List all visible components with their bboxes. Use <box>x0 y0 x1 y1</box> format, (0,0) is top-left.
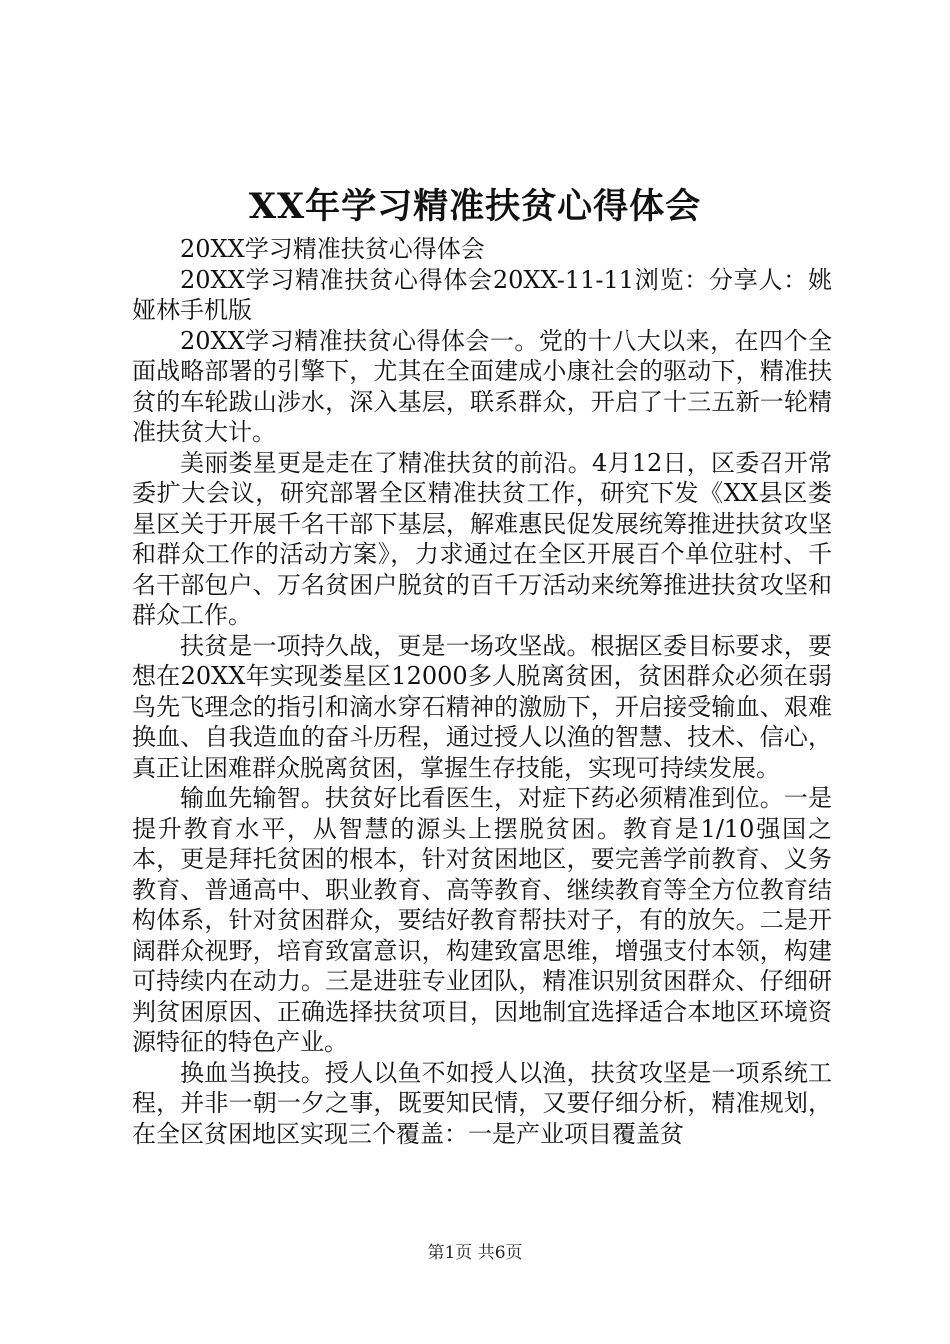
paragraph-louxing: 美丽娄星更是走在了精准扶贫的前沿。4月12日，区委召开常委扩大会议，研究部署全区精准扶贫工作，研究下发《XX县区娄星区关于开展千名干部下基层，解难惠民促发展统筹推进扶贫攻坚和群众工作的活动方案》，力求通过在全区开展百个单位驻村、千名干部包户、万名贫困户脱贫的百千万活动来统筹推进扶贫攻坚和群众工作。 <box>132 448 832 629</box>
document-body <box>132 234 832 1149</box>
paragraph-heading: 20XX学习精准扶贫心得体会 <box>180 235 485 263</box>
paragraph-education: 输血先输智。扶贫好比看医生，对症下药必须精准到位。一是提升教育水平，从智慧的源头上摆脱贫困。教育是1/10强国之本，更是拜托贫困的根本，针对贫困地区，要完善学前教育、义务教育、普通高中、职业教育、高等教育、继续教育等全方位教育结构体系，针对贫困群众，要结好教育帮扶对子，有的放矢。二是开阔群众视野，培育致富意识，构建致富思维，增强支付本领，构建可持续内在动力。三是进驻专业团队，精准识别贫困群众、仔细研判贫困原因、正确选择扶贫项目，因地制宜选择适合本地区环境资源特征的特色产业。 <box>132 784 832 1056</box>
paragraph-intro: 20XX学习精准扶贫心得体会一。党的十八大以来，在四个全面战略部署的引擎下，尤其在全面建成小康社会的驱动下，精准扶贫的车轮跋山涉水，深入基层，联系群众，开启了十三五新一轮精准扶贫大计。 <box>132 326 832 446</box>
document-title: XX年学习精准扶贫心得体会 <box>248 186 702 227</box>
paragraph-skills: 换血当换技。授人以鱼不如授人以渔，扶贫攻坚是一项系统工程，并非一朝一夕之事，既要知民情，又要仔细分析，精准规划，在全区贫困地区实现三个覆盖：一是产业项目覆盖贫 <box>132 1058 832 1148</box>
paragraph-meta: 20XX学习精准扶贫心得体会20XX-11-11浏览：分享人：姚娅林手机版 <box>132 265 832 324</box>
paragraph-battle: 扶贫是一项持久战，更是一场攻坚战。根据区委目标要求，要想在20XX年实现娄星区12000多人脱离贫困，贫困群众必须在弱鸟先飞理念的指引和滴水穿石精神的激励下，开启接受输血、艰难换血、自我造血的奋斗历程，通过授人以渔的智慧、技术、信心，真正让困难群众脱离贫困，掌握生存技能，实现可持续发展。 <box>132 631 832 782</box>
page-number-footer: 第1页 共6页 <box>427 1243 523 1263</box>
